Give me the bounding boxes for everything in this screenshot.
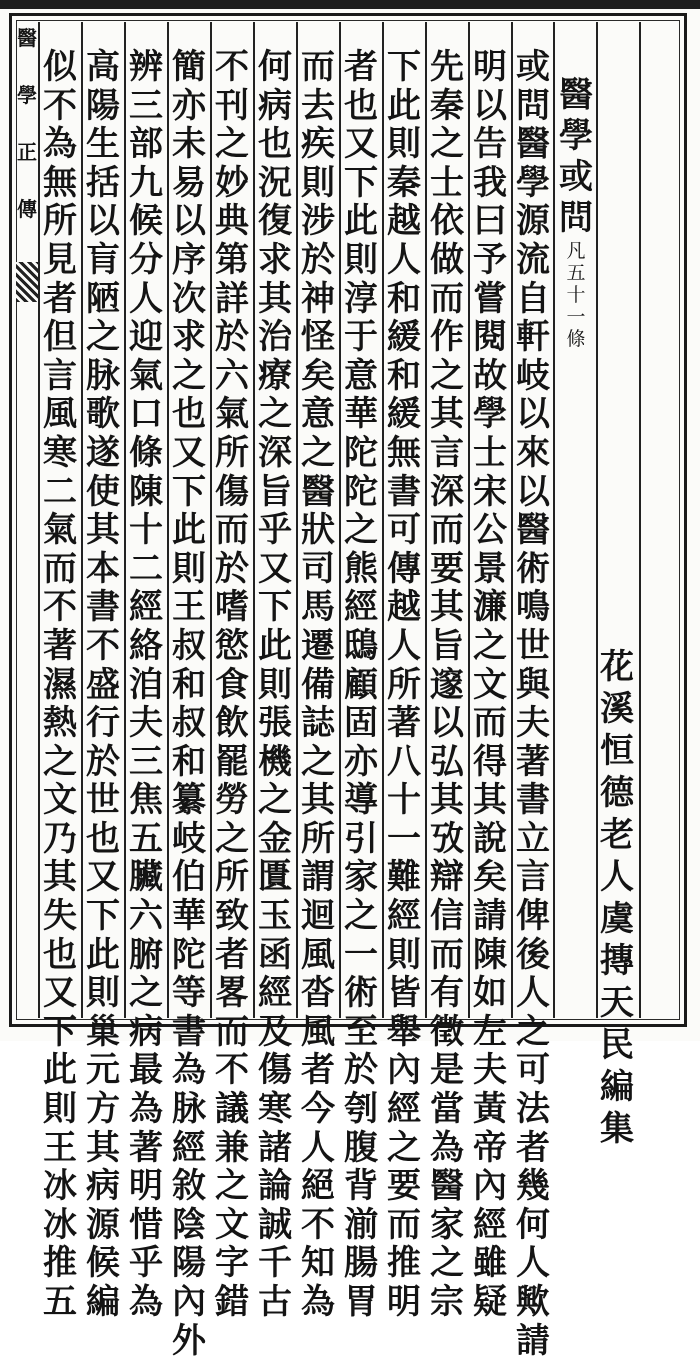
- text-column-3: 先 秦 之 士 依 做 而 作 之 其 言 深 而 要 其 旨 邃 以 弘 其 攷 辯 信 而 有 徵 是 當 為 醫 家 之 宗: [430, 47, 464, 1322]
- text-column-12: 似 不 為 無 所 見 者 但 言 風 寒 二 氣 而 不 著 濕 熱 之 文 乃 其 失 也 又 下 此 則 王 冰 冰 推 五: [43, 47, 77, 1322]
- text-column-1: 或 問 醫 學 源 流 自 軒 岐 以 來 以 醫 術 鳴 世 與 夫 著 書 立 言 俾 後 人 之 可 法 者 幾 何 人 歟 請: [516, 47, 550, 1361]
- text-column-7: 何 病 也 況 復 求 其 治 療 之 深 旨 乎 又 下 此 則 張 機 之 金 匱 玉 函 經 及 傷 寒 諸 論 誠 千 古: [258, 47, 292, 1322]
- text-column-11: 高 陽 生 括 以 肓 陋 之 脉 歌 遂 使 其 本 書 不 盛 行 於 世 也 又 下 此 則 巢 元 方 其 病 源 候 編: [86, 47, 120, 1322]
- scan-shadow-edge: [0, 0, 700, 9]
- text-column-9: 簡 亦 未 易 以 序 次 求 之 也 又 下 此 則 王 叔 和 叔 和 纂 岐 伯 華 陀 等 書 為 脉 經 敘 陰 陽 內 外: [172, 47, 206, 1361]
- column-rule: [553, 22, 555, 1018]
- text-column-10: 辨 三 部 九 候 分 人 迎 氣 口 條 陳 十 二 經 絡 洎 夫 三 焦 五 臟 六 腑 之 病 最 為 著 明 惜 乎 為: [129, 47, 163, 1322]
- section-title: 醫 學 或 問: [559, 75, 593, 238]
- section-title-column: [556, 75, 596, 352]
- text-column-5: 者 也 又 下 此 則 淳 于 意 華 陀 陀 之 熊 經 鴟 顧 固 亦 導 引 家 之 一 術 至 於 刳 腹 背 湔 腸 胃: [344, 47, 378, 1322]
- text-column-2: 明 以 告 我 曰 予 嘗 閱 故 學 士 宋 公 景 濂 之 文 而 得 其 說 矣 請 陳 如 左 夫 黃 帝 內 經 雖 疑: [473, 47, 507, 1322]
- margin-book-title: 醫 學 正 傳: [17, 26, 37, 221]
- author-line: 花 溪 恒 德 老 人 虞 摶 天 民 編 集: [600, 647, 634, 1149]
- section-note: 凡 五 十 一 條: [566, 240, 586, 350]
- fishtail-mark: [16, 262, 38, 302]
- text-column-8: 不 刊 之 妙 典 第 詳 於 六 氣 所 傷 而 於 嗜 慾 食 飲 罷 勞 之 所 致 者 畧 而 不 議 兼 之 文 字 錯: [215, 47, 249, 1322]
- text-column-4: 下 此 則 秦 越 人 和 緩 和 緩 無 書 可 傳 越 人 所 著 八 十 一 難 經 則 皆 舉 內 經 之 要 而 推 明: [387, 47, 421, 1322]
- text-column-6: 而 去 疾 則 涉 於 神 怪 矣 意 之 醫 狀 司 馬 遷 備 誌 之 其 所 謂 迴 風 沓 風 者 今 人 絕 不 知 為: [301, 47, 335, 1322]
- column-rule: [639, 22, 641, 1018]
